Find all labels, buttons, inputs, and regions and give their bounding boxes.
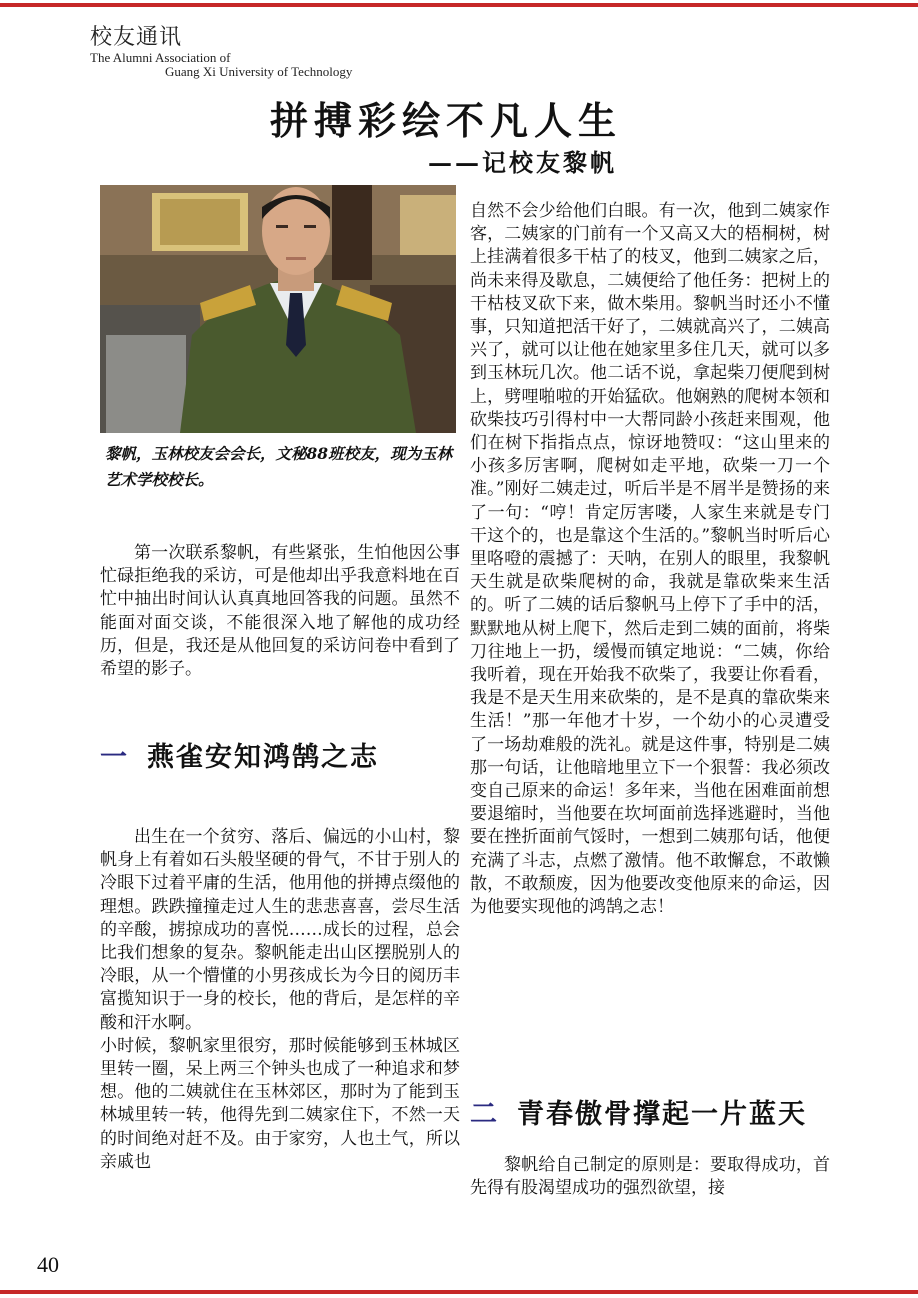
top-red-rule [0, 3, 918, 7]
magazine-title: 校友通讯 [90, 25, 183, 50]
page-number: 40 [37, 1252, 59, 1277]
section-number: 一 [100, 742, 129, 773]
bottom-red-rule [0, 1290, 918, 1294]
section-title: 燕雀安知鸿鹄之志 [147, 742, 379, 773]
paragraph: 小时候，黎帆家里很穷，那时候能够到玉林城区里转一圈，呆上两三个钟头也成了一种追求和梦想。他的二姨就住在玉林郊区，那时为了能到玉林城里转一转，他得先到二姨家住下，不然一天的时间绝对赶不及。由于家穷，人也土气，所以亲戚也 [100, 1035, 460, 1172]
paragraph: 自然不会少给他们白眼。有一次，他到二姨家作客，二姨家的门前有一个又高又大的梧桐树，树上挂满着很多干枯了的枝叉，他到二姨家之后，尚未来得及歇息，二姨便给了他任务：把树上的干枯枝叉砍下来，做木柴用。黎帆当时还小不懂事，只知道把活干好了，二姨就高兴了，二姨高兴了，就可以让他在她家里多住几天，就可以多到玉林玩几次。他二话不说，拿起柴刀便爬到树上，劈哩啪啦的开始猛砍。他娴熟的爬树本领和砍柴技巧引得村中一大帮同龄小孩赶来围观，他们在树下指指点点，惊讶地赞叹：“这山里来的小孩多厉害啊，爬树如走平地，砍柴一刀一个准。”刚好二姨走过，听后半是不屑半是赞扬的来了一句：“哼！肯定厉害喽，人家生来就是专门干这个的，也是靠这个生活的。”黎帆当时听后心里咯噔的震撼了：天呐，在别人的眼里，我黎帆天生就是砍柴爬树的命，我就是靠砍柴来生活的。听了二姨的话后黎帆马上停下了手中的活，默默地从树上爬下，然后走到二姨的面前，将柴刀往地上一扔，缓慢而镇定地说：“二姨，你给我听着，现在开始我不砍柴了，我要让你看看，我是不是天生用来砍柴的，是不是真的靠砍柴来生活！”那一年他才十岁，一个幼小的心灵遭受了一场劫难般的洗礼。就是这件事，特别是二姨那一句话，让他暗地里立下一个狠誓：我必须改变自己原来的命运！多年来，当他在困难面前想要退缩时，当他要在坎坷面前选择逃避时，当他要在挫折面前气馁时，一想到二姨那句话，他便充满了斗志，点燃了激情。他不敢懈怠，不敢懒散，不敢颓废，因为他要改变他原来的命运，因为他要实现他的鸿鹄之志！ [470, 201, 830, 918]
photo-caption: 黎帆，玉林校友会会长，文秘88班校友，现为玉林艺术学校校长。 [105, 444, 453, 489]
magazine-subtitle-line2: Guang Xi University of Technology [165, 64, 353, 79]
paragraph: 出生在一个贫穷、落后、偏远的小山村，黎帆身上有着如石头般坚硬的骨气，不甘于别人的冷眼下过着平庸的生活，他用他的拼搏点缀他的理想。跌跌撞撞走过人生的悲悲喜喜，尝尽生活的辛酸，掳掠成功的喜悦……成长的过程，总会比我们想象的复杂。黎帆能走出山区摆脱别人的冷眼，从一个懵懂的小男孩成长为今日的阅历丰富揽知识于一身的校长，他的背后，是怎样的辛酸和汗水啊。 [100, 827, 460, 1033]
section-heading-2 [470, 1092, 807, 1131]
right-column-body [470, 200, 830, 919]
article-title: 拼搏彩绘不凡人生 [270, 98, 623, 143]
magazine-subtitle-line1: The Alumni Association of [90, 50, 231, 65]
left-column-body [100, 826, 460, 1174]
section-heading-1 [100, 735, 379, 774]
section-title: 青春傲骨撑起一片蓝天 [517, 1099, 807, 1130]
section2-body [470, 1154, 830, 1200]
portrait-photo [100, 185, 456, 433]
intro-column [100, 542, 460, 681]
paragraph: 黎帆给自己制定的原则是：要取得成功，首先得有股渴望成功的强烈欲望，接 [470, 1155, 830, 1199]
section-number: 二 [470, 1099, 499, 1130]
article-subtitle: ——记校友黎帆 [428, 148, 617, 177]
intro-paragraph: 第一次联系黎帆，有些紧张，生怕他因公事忙碌拒绝我的采访，可是他却出乎我意料地在百忙中抽出时间认认真真地回答我的问题。虽然不能面对面交谈，不能很深入地了解他的成功经历，但是，我还是从他回复的采访问卷中看到了希望的影子。 [100, 543, 460, 680]
